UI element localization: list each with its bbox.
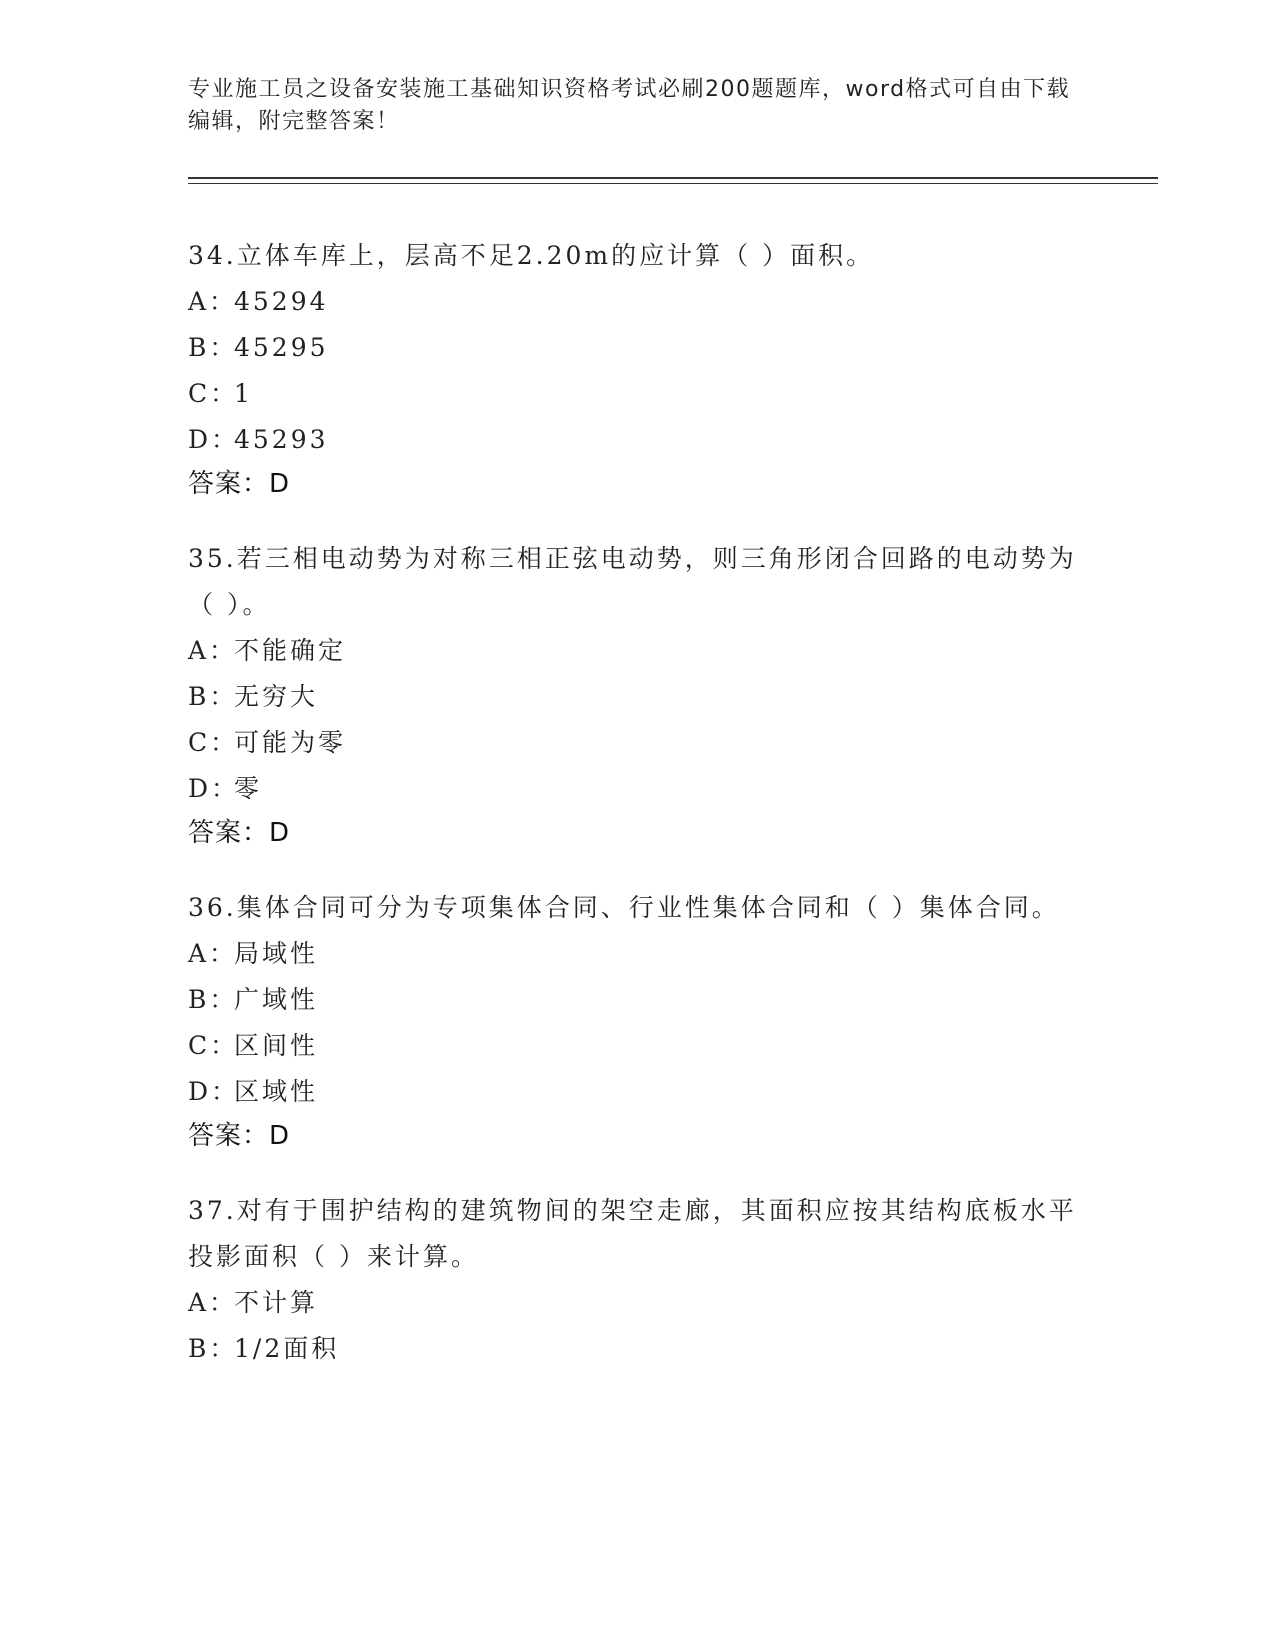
option-text: 1 [234, 379, 253, 408]
question-34 [188, 233, 1088, 505]
question-37 [188, 1188, 1088, 1372]
question-stem: 34.立体车库上，层高不足2.20m的应计算（ ）面积。 [188, 241, 875, 270]
option-text: 无穷大 [234, 682, 319, 711]
option-key: D： [188, 1077, 240, 1106]
option-a [188, 1280, 1088, 1326]
option-a [188, 931, 1088, 977]
option-d [188, 417, 1088, 463]
option-text: 区间性 [234, 1031, 319, 1060]
option-b [188, 325, 1088, 371]
option-key: C： [188, 728, 239, 757]
answer-line: 答案：D [188, 818, 291, 848]
option-b [188, 977, 1088, 1023]
option-text: 45294 [234, 287, 329, 316]
option-key: A： [188, 939, 238, 968]
option-key: C： [188, 379, 239, 408]
option-text: 45293 [234, 425, 329, 454]
question-36 [188, 885, 1088, 1157]
question-stem: 37.对有于围护结构的建筑物间的架空走廊，其面积应按其结构底板水平投影面积（ ）来计算。 [188, 1196, 1077, 1271]
answer-line: 答案：D [188, 469, 291, 499]
option-c [188, 720, 1088, 766]
option-text: 不能确定 [234, 636, 347, 665]
question-35 [188, 536, 1088, 854]
document-header-title: 专业施工员之设备安装施工基础知识资格考试必刷200题题库，word格式可自由下载编辑，附完整答案！ [188, 77, 1071, 134]
option-text: 不计算 [234, 1288, 319, 1317]
option-d [188, 1069, 1088, 1115]
option-key: C： [188, 1031, 239, 1060]
option-key: A： [188, 1288, 238, 1317]
option-key: D： [188, 425, 240, 454]
option-c [188, 371, 1088, 417]
option-text: 1/2面积 [234, 1334, 340, 1363]
option-key: D： [188, 774, 240, 803]
option-text: 45295 [234, 333, 329, 362]
option-key: A： [188, 636, 238, 665]
question-stem: 36.集体合同可分为专项集体合同、行业性集体合同和（ ）集体合同。 [188, 893, 1060, 922]
option-key: B： [188, 333, 238, 362]
option-c [188, 1023, 1088, 1069]
option-text: 区域性 [234, 1077, 319, 1106]
header-divider-thin [188, 183, 1158, 184]
question-stem: 35.若三相电动势为对称三相正弦电动势，则三角形闭合回路的电动势为（ ）。 [188, 544, 1077, 619]
option-text: 局域性 [234, 939, 319, 968]
option-a [188, 628, 1088, 674]
option-key: B： [188, 1334, 238, 1363]
option-a [188, 279, 1088, 325]
option-text: 零 [234, 774, 263, 803]
header-divider-thick [188, 177, 1158, 179]
option-text: 可能为零 [234, 728, 347, 757]
option-text: 广域性 [234, 985, 319, 1014]
option-d [188, 766, 1088, 812]
option-key: B： [188, 682, 238, 711]
answer-line: 答案：D [188, 1121, 291, 1151]
option-key: B： [188, 985, 238, 1014]
option-key: A： [188, 287, 238, 316]
option-b [188, 1326, 1088, 1372]
option-b [188, 674, 1088, 720]
question-list [188, 233, 1088, 1403]
